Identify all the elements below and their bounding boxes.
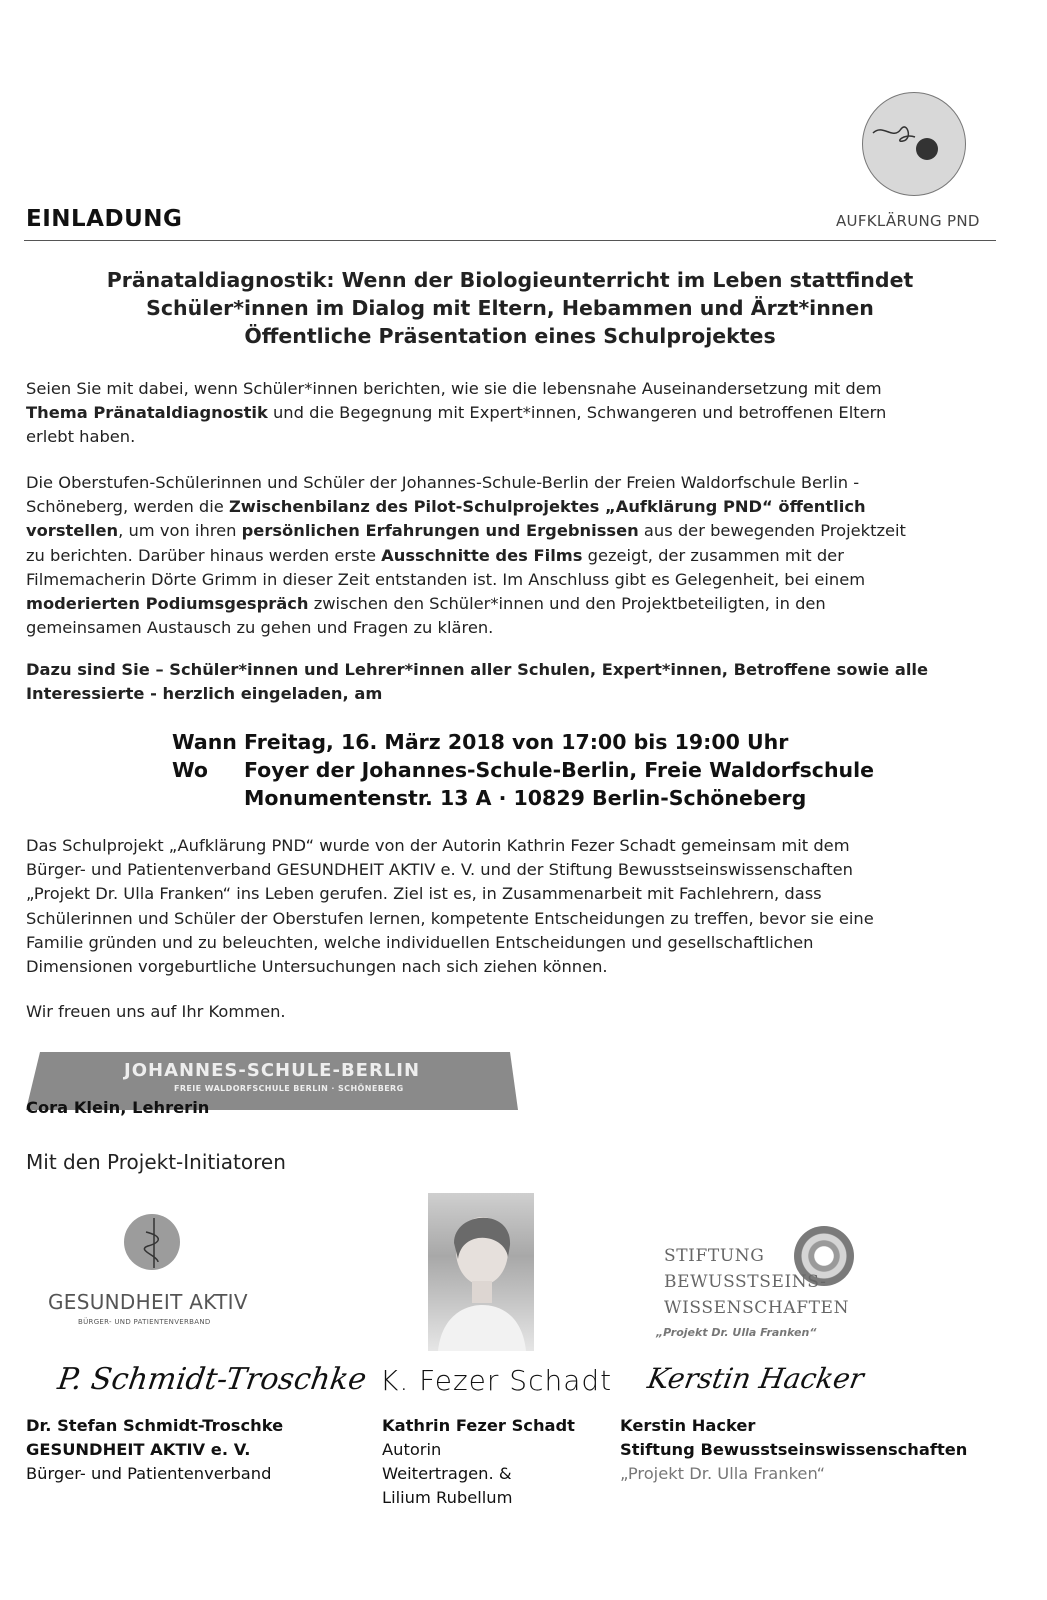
- gesundheit-aktiv-logo-mark: [124, 1214, 180, 1270]
- project-line: „Projekt Dr. Ulla Franken“ ins Leben gerufen. Ziel ist es, in Zusammenarbeit mit Fachlehrern, dass: [26, 884, 822, 904]
- signatory-org-sub: Lilium Rubellum: [382, 1488, 513, 1507]
- signatory-org: Stiftung Bewusstseinswissenschaften: [620, 1440, 968, 1459]
- school-logo-name: JOHANNES-SCHULE-BERLIN: [124, 1060, 421, 1081]
- invite-line: Interessierte - herzlich eingeladen, am: [26, 684, 383, 704]
- project-line: Bürger- und Patientenverband GESUNDHEIT AKTIV e. V. und der Stiftung Bewusstseinswissenschaften: [26, 860, 853, 880]
- logo-caption: AUFKLÄRUNG PND: [836, 212, 980, 230]
- signatory-1: [26, 1414, 283, 1486]
- body-text: Schöneberg, werden die: [26, 497, 229, 517]
- body-text: zwischen den Schüler*innen und den Projektbeteiligten, in den: [308, 594, 826, 614]
- signatory-org-sub: „Projekt Dr. Ulla Franken“: [620, 1464, 826, 1483]
- stiftung-logo-line-4: „Projekt Dr. Ulla Franken“: [656, 1326, 817, 1339]
- when-label: Wann: [172, 730, 237, 754]
- school-logo-sub: FREIE WALDORFSCHULE BERLIN · SCHÖNEBERG: [174, 1084, 404, 1093]
- body-bold: persönlichen Erfahrungen und Ergebnissen: [241, 521, 639, 541]
- invite-line: Dazu sind Sie – Schüler*innen und Lehrer*innen aller Schulen, Expert*innen, Betroffene sowie alle: [26, 660, 929, 679]
- signatory-role: Autorin: [382, 1440, 442, 1459]
- body-line: gemeinsamen Austausch zu gehen und Fragen zu klären.: [26, 618, 494, 638]
- stiftung-logo-line-2: BEWUSSTSEINS-: [664, 1272, 827, 1292]
- gesundheit-aktiv-name: GESUNDHEIT AKTIV: [48, 1290, 248, 1314]
- title-line-2: Schüler*innen im Dialog mit Eltern, Hebammen und Ärzt*innen: [146, 296, 874, 320]
- signatory-name: Dr. Stefan Schmidt-Troschke: [26, 1416, 284, 1435]
- title-line-3: Öffentliche Präsentation eines Schulprojektes: [244, 324, 776, 348]
- signature-schmidt-troschke: P. Schmidt-Troschke: [55, 1362, 369, 1397]
- author-photo: [428, 1193, 534, 1351]
- body-bold: vorstellen: [26, 521, 119, 541]
- project-line: Dimensionen vorgeburtliche Untersuchungen nach sich ziehen können.: [26, 957, 608, 977]
- heading-divider: [24, 240, 996, 241]
- stiftung-logo-line-1: STIFTUNG: [664, 1246, 765, 1266]
- signatory-org: GESUNDHEIT AKTIV e. V.: [26, 1440, 251, 1459]
- staff-of-asclepius-icon: [124, 1214, 180, 1270]
- logo-mark-icon: [863, 93, 965, 195]
- body-line: Die Oberstufen-Schülerinnen und Schüler der Johannes-Schule-Berlin der Freien Waldorfschule Berlin -: [26, 473, 860, 492]
- page-heading: EINLADUNG: [26, 206, 183, 232]
- where-label: Wo: [172, 758, 208, 782]
- portrait-icon: [428, 1193, 534, 1351]
- body-text: aus der bewegenden Projektzeit: [638, 521, 906, 541]
- title-line-1: Pränataldiagnostik: Wenn der Biologieunterricht im Leben stattfindet: [106, 268, 914, 292]
- initiators-heading: Mit den Projekt-Initiatoren: [26, 1150, 286, 1174]
- event-where: [172, 758, 874, 782]
- project-line: Das Schulprojekt „Aufklärung PND“ wurde von der Autorin Kathrin Fezer Schadt gemeinsam mit dem: [26, 836, 850, 855]
- gesundheit-aktiv-sub: BÜRGER- UND PATIENTENVERBAND: [78, 1318, 211, 1326]
- intro-bold: Thema Pränataldiagnostik: [26, 403, 268, 423]
- signatory-name: Kerstin Hacker: [620, 1416, 756, 1435]
- signatory-2: [382, 1414, 575, 1510]
- body-bold: moderierten Podiumsgespräch: [26, 594, 309, 614]
- intro-line: Seien Sie mit dabei, wenn Schüler*innen berichten, wie sie die lebensnahe Auseinandersetzung mit dem: [26, 379, 882, 398]
- teacher-name: Cora Klein, Lehrerin: [26, 1098, 210, 1117]
- body-bold: Ausschnitte des Films: [381, 545, 583, 565]
- body-text: , um von ihren: [118, 521, 242, 541]
- body-text: gezeigt, der zusammen mit der: [582, 545, 844, 565]
- intro-line: und die Begegnung mit Expert*innen, Schwangeren und betroffenen Eltern: [267, 403, 887, 423]
- signature-fezer-schadt: K. Fezer Schadt: [380, 1364, 613, 1397]
- event-address: Monumentenstr. 13 A · 10829 Berlin-Schöneberg: [244, 786, 807, 810]
- intro-paragraph: [26, 377, 1006, 450]
- project-line: Schülerinnen und Schüler der Oberstufen lernen, kompetente Entscheidungen zu treffen, bevor sie eine: [26, 908, 874, 928]
- body-line: Filmemacherin Dörte Grimm in dieser Zeit entstanden ist. Im Anschluss gibt es Gelegenheit, bei einem: [26, 569, 866, 589]
- body-text: zu berichten. Darüber hinaus werden erste: [26, 545, 382, 565]
- signatory-name: Kathrin Fezer Schadt: [382, 1416, 575, 1435]
- when-value: Freitag, 16. März 2018 von 17:00 bis 19:00 Uhr: [244, 730, 789, 754]
- event-when: [172, 730, 788, 754]
- body-bold: Zwischenbilanz des Pilot-Schulprojektes „Aufklärung PND“ öffentlich: [228, 497, 866, 517]
- where-value: Foyer der Johannes-Schule-Berlin, Freie Waldorfschule: [244, 758, 875, 782]
- signatory-org-sub: Bürger- und Patientenverband: [26, 1464, 272, 1483]
- signatory-org: Weitertragen. &: [382, 1464, 512, 1483]
- project-line: Familie gründen und zu beleuchten, welche individuellen Entscheidungen und gesellschaftlichen: [26, 932, 814, 952]
- intro-line: erlebt haben.: [26, 427, 136, 447]
- project-origin-paragraph: [26, 834, 1006, 979]
- aufklaerung-pnd-logo: [862, 92, 966, 196]
- signatory-3: [620, 1414, 967, 1486]
- project-description-paragraph: [26, 471, 1006, 640]
- closing-line: Wir freuen uns auf Ihr Kommen.: [26, 1002, 286, 1021]
- stiftung-logo-line-3: WISSENSCHAFTEN: [664, 1298, 850, 1318]
- signature-hacker: Kerstin Hacker: [645, 1362, 867, 1395]
- invitation-paragraph: [26, 658, 1006, 706]
